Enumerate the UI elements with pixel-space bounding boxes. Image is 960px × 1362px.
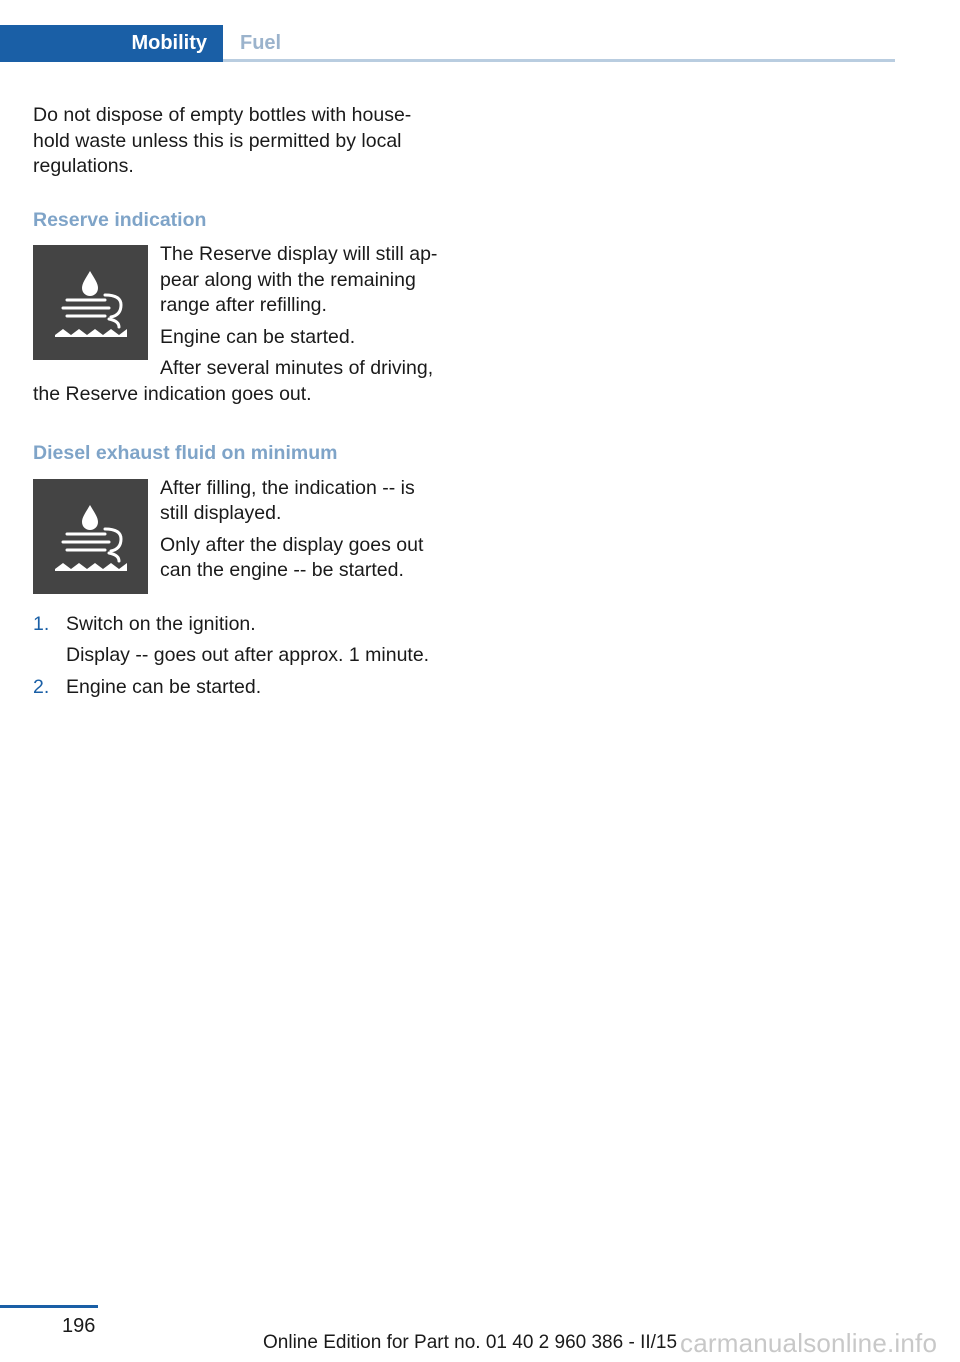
tab-fuel-label: Fuel <box>240 32 282 54</box>
step-subtext: Display -- goes out after approx. 1 minute. <box>66 644 430 666</box>
list-item <box>33 675 443 701</box>
section-heading-diesel: Diesel exhaust fluid on minimum <box>33 442 338 464</box>
step-number: 1. <box>33 612 50 635</box>
tab-mobility-label: Mobility <box>131 32 207 54</box>
diesel-paragraph-1: After filling, the indication -- is still displayed. <box>160 476 415 524</box>
diesel-paragraph-2: Only after the display goes out can the engine -- be started. <box>160 533 424 581</box>
reserve-paragraph-1: The Reserve display will still ap-pear along with the remaining range after refilling. <box>160 243 438 316</box>
page-number: 196 <box>62 1315 96 1337</box>
step-text: Switch on the ignition. <box>66 612 256 635</box>
reserve-paragraph-2: Engine can be started. <box>160 325 356 348</box>
edition-text: Online Edition for Part no. 01 40 2 960 386 - II/15 <box>263 1332 678 1353</box>
list-item <box>33 612 443 669</box>
page-content <box>33 103 443 706</box>
section-diesel <box>33 476 443 598</box>
intro-paragraph: Do not dispose of empty bottles with house-hold waste unless this is permitted by local regulations. <box>33 104 412 177</box>
tab-mobility[interactable] <box>0 25 223 62</box>
diesel-exhaust-fluid-icon <box>33 245 148 360</box>
footer-divider <box>0 1305 98 1308</box>
section-reserve <box>33 242 443 413</box>
watermark: carmanualsonline.info <box>680 1328 938 1358</box>
steps-list <box>33 612 443 701</box>
step-text: Engine can be started. <box>66 675 262 698</box>
tab-fuel[interactable] <box>223 25 281 62</box>
diesel-exhaust-fluid-icon <box>33 479 148 594</box>
step-number: 2. <box>33 675 50 698</box>
reserve-paragraph-3: After several minutes of driving, the Reserve indication goes out. <box>33 357 434 405</box>
section-heading-reserve: Reserve indication <box>33 208 207 231</box>
